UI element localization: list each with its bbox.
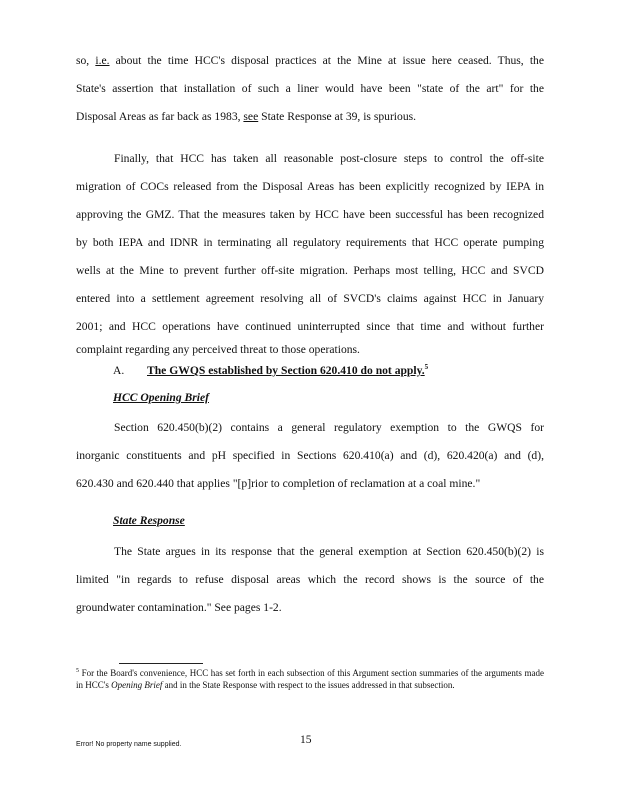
paragraph-continuation-last-line xyxy=(76,103,544,131)
text-line: inorganic constituents and pH specified in Sections 620.410(a) and (d), 620.420(a) and (d), xyxy=(76,449,544,462)
text-line: 620.430 and 620.440 that applies "[p]rior to completion of reclamation at a coal mine." xyxy=(76,477,481,490)
text-run: so, xyxy=(76,54,96,67)
text-line: complaint regarding any perceived threat to those operations. xyxy=(76,343,360,356)
text-line: wells at the Mine to prevent further off-site migration. Perhaps most telling, HCC and SVCD xyxy=(76,264,544,277)
hcc-opening-brief-heading: HCC Opening Brief xyxy=(113,391,209,404)
page-number: 15 xyxy=(300,733,312,746)
paragraph-finally-line-8 xyxy=(76,336,544,364)
text-line: Finally, that HCC has taken all reasonable post-closure steps to control the off-site xyxy=(114,152,544,165)
footnote-separator xyxy=(119,663,203,664)
text-line: The State argues in its response that the general exemption at Section 620.450(b)(2) is xyxy=(114,545,544,558)
text-line: entered into a settlement agreement resolving all of SVCD's claims against HCC in January xyxy=(76,292,544,305)
paragraph-continuation xyxy=(76,47,544,75)
footer-error-note: Error! No property name supplied. xyxy=(76,741,182,748)
paragraph-finally-line-3 xyxy=(76,201,544,229)
section-label: A. xyxy=(113,364,125,377)
state-response-line-1 xyxy=(76,538,544,566)
text-line: limited "in regards to refuse disposal areas which the record shows is the source of the xyxy=(76,573,544,586)
text-run: about the time HCC's disposal practices at the Mine at issue here ceased. Thus, the xyxy=(109,54,544,67)
hcc-brief-line-2 xyxy=(76,442,544,470)
footnote-text: and in the State Response with respect to the issues addressed in that subsection. xyxy=(162,679,455,690)
state-response-line-3 xyxy=(76,594,544,622)
ie-abbrev: i.e. xyxy=(95,54,110,67)
paragraph-finally-line-6 xyxy=(76,285,544,313)
hcc-brief-line-1 xyxy=(76,414,544,442)
paragraph-finally-line-2 xyxy=(76,173,544,201)
text-line: State's assertion that installation of such a liner would have been "state of the art" for the xyxy=(76,82,544,95)
state-response-line-2 xyxy=(76,566,544,594)
text-run: State Response at 39, is spurious. xyxy=(258,110,417,123)
footnote xyxy=(76,668,544,691)
footnote-italic-text: Opening Brief xyxy=(111,679,163,690)
hcc-brief-line-3 xyxy=(76,470,544,498)
footnote-ref: 5 xyxy=(424,363,429,372)
state-response-heading: State Response xyxy=(113,514,185,527)
footnote-text: For the Board's convenience, HCC has set forth in each subsection of this Argument section summaries of the arguments made in HCC's xyxy=(76,668,544,690)
section-heading xyxy=(113,362,428,380)
text-run: Disposal Areas as far back as 1983, xyxy=(76,110,244,123)
see-cite: see xyxy=(243,110,259,123)
paragraph-continuation-line xyxy=(76,75,544,103)
text-line: groundwater contamination." See pages 1-2. xyxy=(76,601,282,614)
text-line: migration of COCs released from the Disposal Areas has been explicitly recognized by IEPA in xyxy=(76,180,544,193)
paragraph-finally-line-4 xyxy=(76,229,544,257)
text-line: 2001; and HCC operations have continued uninterrupted since that time and without further xyxy=(76,320,544,333)
text-line: approving the GMZ. That the measures taken by HCC have been successful has been recognized xyxy=(76,208,544,221)
paragraph-finally-line-5 xyxy=(76,257,544,285)
section-title: The GWQS established by Section 620.410 do not apply. xyxy=(147,364,425,377)
paragraph-finally-line-1 xyxy=(76,145,544,173)
text-line: by both IEPA and IDNR in terminating all regulatory requirements that HCC operate pumping xyxy=(76,236,544,249)
text-line: Section 620.450(b)(2) contains a general regulatory exemption to the GWQS for xyxy=(114,421,544,434)
footnote-number: 5 xyxy=(76,668,79,674)
